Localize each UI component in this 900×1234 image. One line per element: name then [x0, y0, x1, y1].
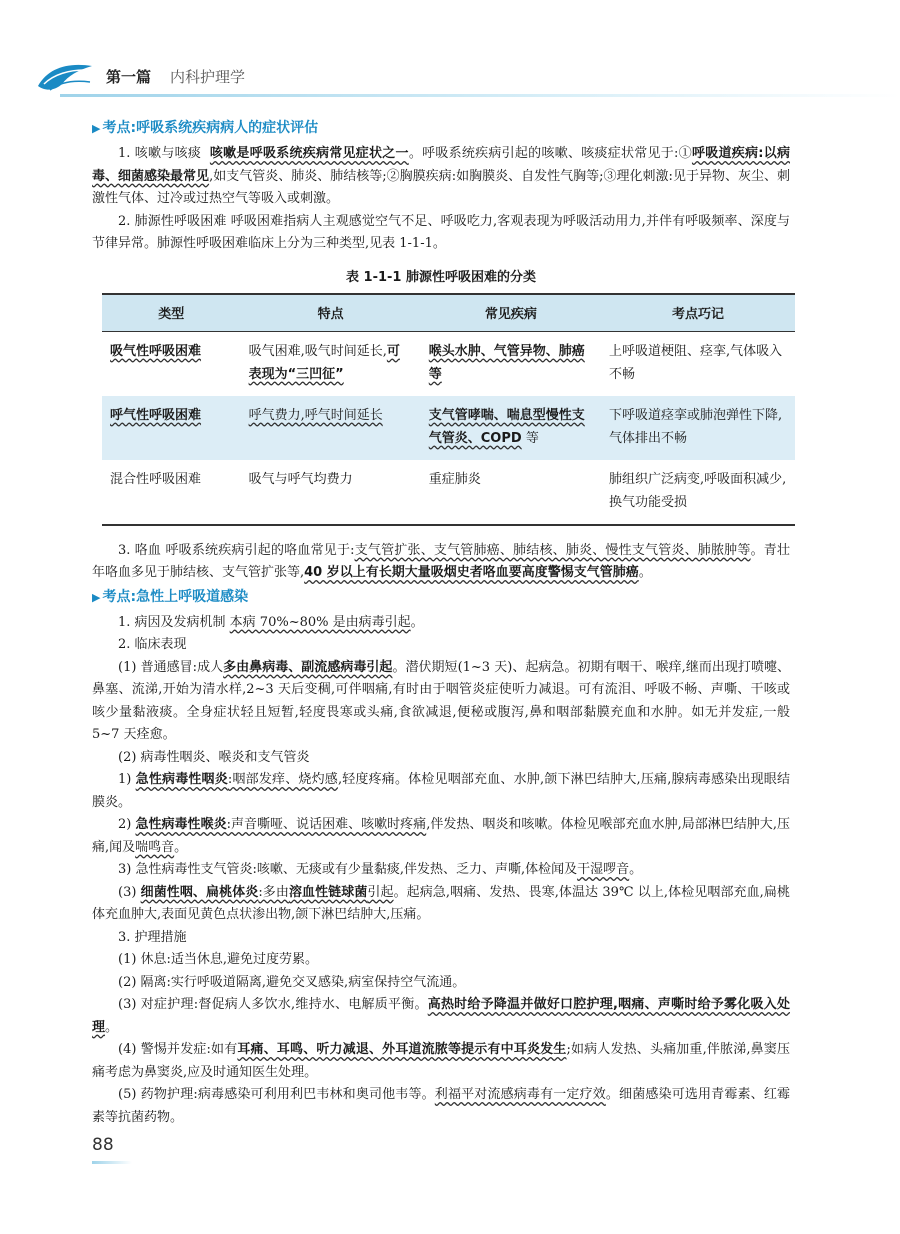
table-row [102, 396, 795, 460]
key-point-heading [92, 587, 790, 608]
dyspnea-table [102, 293, 795, 526]
key-point-title: 考点:急性上呼吸道感染 [102, 588, 249, 605]
table-row [102, 331, 795, 396]
paragraph [92, 657, 790, 747]
highlight: 细菌性咽、扁桃体炎 [140, 884, 259, 900]
key-point-heading [92, 118, 790, 139]
text: 。细菌感染可选用青霉素、红霉素等抗菌药物。 [92, 1087, 790, 1125]
paragraph [92, 994, 790, 1039]
text: 。 [105, 1019, 119, 1035]
highlight: 干湿啰音 [577, 862, 630, 877]
highlight: 喘鸣音 [135, 839, 175, 855]
triangle-icon: ▶ [92, 590, 101, 604]
text: 。青壮年咯血多见于肺结核、支气管扩张等, [92, 542, 790, 580]
text: (1) 普通感冒:成人 [118, 659, 224, 675]
table-caption: 表 1-1-1 肺源性呼吸困难的分类 [346, 269, 536, 285]
tip-cell: 上呼吸道梗阻、痉挛,气体吸入不畅 [608, 343, 783, 382]
text: 3. 咯血 呼吸系统疾病引起的咯血常见于: [118, 542, 355, 558]
type-cell: 混合性呼吸困难 [102, 460, 241, 525]
header-rule [60, 94, 900, 97]
paragraph: (1) 休息:适当休息,避免过度劳累。 [118, 952, 319, 967]
type-cell: 呼气性呼吸困难 [110, 407, 202, 423]
text: 。呼吸系统疾病引起的咳嗽、咳痰症状常见于:① [408, 146, 692, 161]
column-header: 类型 [102, 294, 241, 332]
highlight: 多由鼻病毒、副流感病毒引起 [223, 659, 393, 675]
text: 1. 咳嗽与咳痰 [118, 146, 202, 161]
text: 1) [118, 772, 136, 787]
text: 。 [410, 614, 424, 630]
text: 等 [521, 430, 539, 446]
paragraph [92, 769, 790, 814]
highlight: 溶血性链球菌 [288, 884, 368, 900]
key-point-title: 考点:呼吸系统疾病病人的症状评估 [102, 120, 319, 136]
text: 2) [118, 817, 136, 832]
text: 。 [629, 862, 643, 877]
chapter-title: 第一篇 [106, 68, 152, 86]
type-cell: 吸气性呼吸困难 [110, 343, 202, 359]
disease-cell [421, 396, 601, 460]
table-header-row [102, 294, 795, 332]
disease-cell: 重症肺炎 [421, 460, 601, 525]
highlight: 咳嗽是呼吸系统疾病常见症状之一 [209, 146, 409, 161]
text: 。 [174, 839, 188, 855]
text: (3) [118, 884, 141, 900]
highlight: 急性病毒性喉炎 [135, 817, 227, 832]
text: 。 [638, 565, 652, 580]
feature-cell [241, 331, 421, 396]
paragraph [92, 882, 790, 927]
text: ;如病人发热、头痛加重,伴脓涕,鼻窦压痛考虑为鼻窦炎,应及时通知医生处理。 [92, 1042, 790, 1080]
paragraph: (2) 隔离:实行呼吸道隔离,避免交叉感染,病室保持空气流通。 [118, 974, 466, 990]
triangle-icon: ▶ [92, 122, 101, 135]
page-body [92, 116, 790, 1129]
highlight: 呼吸道疾病:以病毒、细菌感染最常见 [92, 146, 790, 184]
paragraph [92, 1084, 790, 1129]
highlight: 利福平对流感病毒有一定疗效 [434, 1087, 606, 1102]
highlight: :多由 [258, 884, 289, 900]
paragraph: 3. 护理措施 [118, 929, 187, 945]
column-header: 常见疾病 [421, 294, 601, 332]
disease-cell: 喉头水肿、气管异物、肺癌等 [428, 343, 585, 382]
bird-logo-icon [34, 60, 96, 96]
text: 吸气困难,吸气时间延长, [248, 343, 387, 359]
highlight: 耳痛、耳鸣、听力减退、外耳道流脓等提示有中耳炎发生 [237, 1042, 567, 1057]
highlight: 40 岁以上有长期大量吸烟史者咯血要高度警惕支气管肺癌 [304, 565, 639, 580]
paragraph [92, 814, 790, 859]
paragraph-cough [92, 143, 790, 211]
column-header: 特点 [241, 294, 421, 332]
text: 。潜伏期短(1~3 天)、起病急。初期有咽干、喉痒,继而出现打喷嚏、鼻塞、流涕,开始为清水样,2~3 天后变稠,可伴咽痛,有时由于咽管炎症使听力减退。可有流泪、呼吸不畅、声嘶、干咳或咳少量黏液痰。全身症状轻且短暂,轻度畏寒或头痛,食欲减退,便秘或腹泻,鼻和咽部黏膜充血和水肿。如无并发症,一般 5~7 天痊愈。 [92, 659, 790, 742]
tip-cell: 肺组织广泛病变,呼吸面积减少,换气功能受损 [601, 460, 795, 525]
paragraph: (2) 病毒性咽炎、喉炎和支气管炎 [118, 749, 310, 765]
highlight: 急性病毒性咽炎 [135, 772, 228, 787]
page-number: 88 [92, 1135, 114, 1155]
paragraph-hemoptysis [92, 540, 790, 585]
table-row [102, 460, 795, 525]
text: (5) 药物护理:病毒感染可利用利巴韦林和奥司他韦等。 [118, 1087, 435, 1102]
tip-cell: 下呼吸道痉挛或肺泡弹性下降,气体排出不畅 [608, 407, 783, 446]
highlight: 可表现为“三凹征” [248, 343, 400, 382]
highlight: :声音嘶哑、说话困难、咳嗽时疼痛 [226, 817, 427, 832]
footer-rule [92, 1161, 132, 1164]
highlight: 本病 70%~80% 是由病毒引起 [229, 614, 411, 630]
text: (4) 警惕并发症:如有 [118, 1042, 238, 1057]
text: ,伴发热、咽炎和咳嗽。体检见喉部充血水肿,局部淋巴结肿大,压痛,闻及 [92, 817, 790, 855]
highlight: :咽部发痒、烧灼感 [227, 772, 338, 787]
text: (3) 对症护理:督促病人多饮水,维持水、电解质平衡。 [118, 997, 428, 1012]
highlight: 支气管哮喘、喘息型慢性支气管炎、COPD [428, 407, 585, 446]
text: 。起病急,咽痛、发热、畏寒,体温达 39℃ 以上,体检见咽部充血,扁桃体充血肿大,表面见黄色点状渗出物,颌下淋巴结肿大,压痛。 [92, 884, 790, 922]
highlight: 高热时给予降温并做好口腔护理,咽痛、声嘶时给予雾化吸入处理 [92, 997, 790, 1035]
feature-cell: 吸气与呼气均费力 [241, 460, 421, 525]
paragraph [92, 1039, 790, 1084]
paragraph [92, 612, 790, 635]
section-title: 内科护理学 [170, 68, 246, 86]
feature-cell: 呼气费力,呼气时间延长 [248, 407, 383, 423]
column-header: 考点巧记 [601, 294, 795, 332]
paragraph: 2. 临床表现 [118, 637, 187, 652]
text: 3) 急性病毒性支气管炎:咳嗽、无痰或有少量黏痰,伴发热、乏力、声嘶,体检闻及 [118, 862, 578, 877]
paragraph-dyspnea: 2. 肺源性呼吸困难 呼吸困难指病人主观感觉空气不足、呼吸吃力,客观表现为呼吸活动用力,并伴有呼吸频率、深度与节律异常。肺源性呼吸困难临床上分为三种类型,见表 1-1-1。 [92, 213, 790, 251]
text: ,轻度疼痛。体检见咽部充血、水肿,颌下淋巴结肿大,压痛,腺病毒感染出现眼结膜炎。 [92, 772, 790, 810]
page-header [0, 58, 900, 102]
paragraph [92, 859, 790, 882]
text: ,如支气管炎、肺炎、肺结核等;②胸膜疾病:如胸膜炎、自发性气胸等;③理化刺激:见于异物、灰尘、刺激性气体、过冷或过热空气等吸入或刺激。 [92, 168, 790, 206]
highlight: 引起 [367, 884, 394, 900]
page-footer [92, 1135, 114, 1155]
highlight: 支气管扩张、支气管肺癌、肺结核、肺炎、慢性支气管炎、肺脓肿等 [354, 542, 751, 558]
text: 1. 病因及发病机制 [118, 614, 230, 630]
